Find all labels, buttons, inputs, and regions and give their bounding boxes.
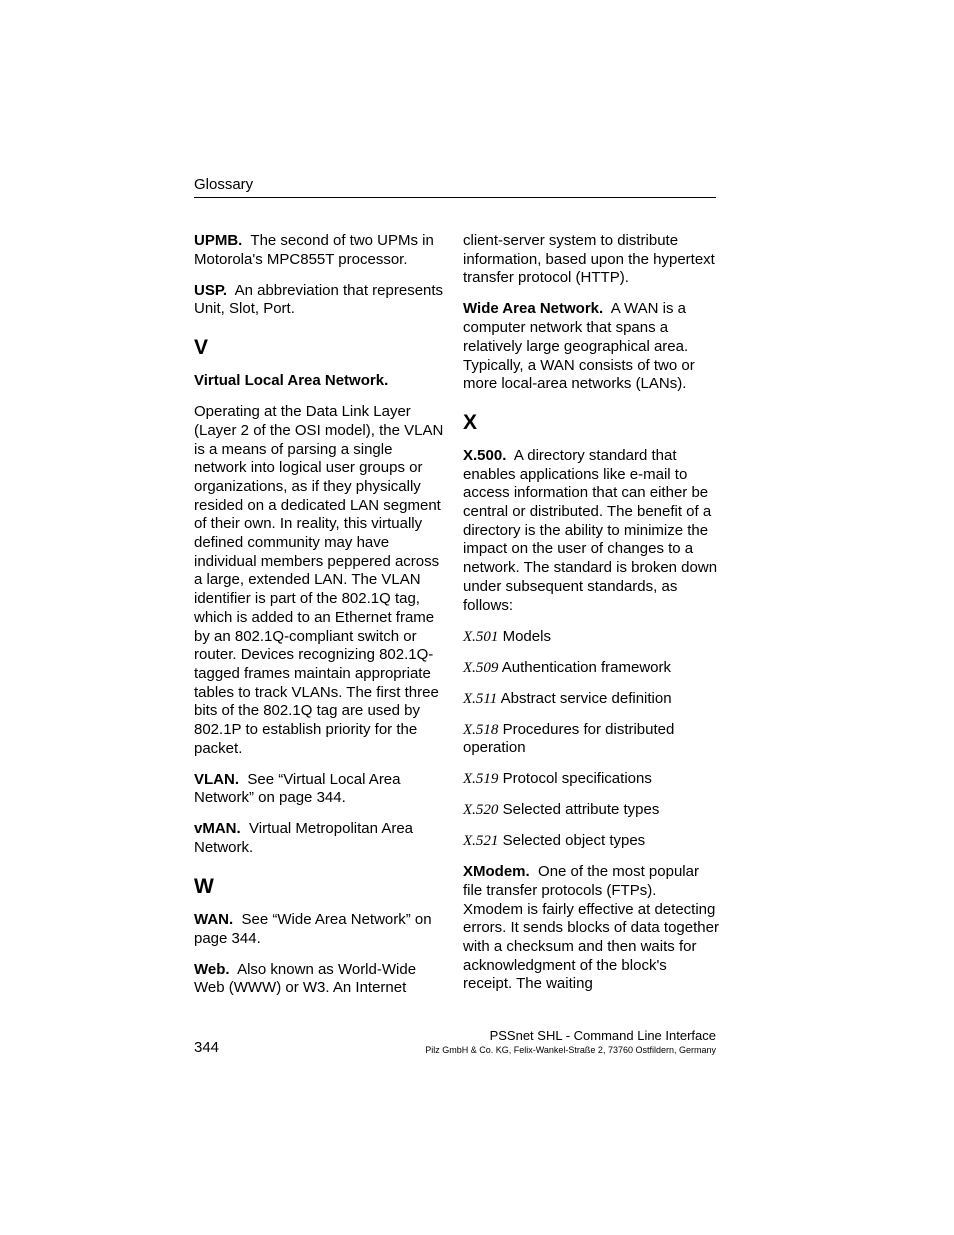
- left-column: [194, 232, 446, 1010]
- entry-term: Wide Area Network.: [463, 300, 604, 318]
- entry-definition: Also known as World-Wide Web (WWW) or W3. An Internet: [194, 960, 417, 997]
- entry-term: USP.: [194, 281, 228, 299]
- footer-company-address: Pilz GmbH & Co. KG, Felix-Wankel-Straße 2, 73760 Ostfildern, Germany: [425, 1045, 716, 1055]
- glossary-entry-vman: [194, 820, 446, 857]
- standard-description: Procedures for distributed operation: [463, 720, 675, 757]
- entry-term: X.500.: [463, 446, 507, 464]
- standard-code: X.519: [463, 771, 499, 788]
- footer-product-title: PSSnet SHL - Command Line Interface: [489, 1028, 716, 1043]
- standard-code: X.509: [463, 659, 499, 676]
- entry-definition: The second of two UPMs in Motorola's MPC855T processor.: [194, 232, 434, 268]
- standard-item: [463, 832, 719, 851]
- glossary-entry-vlan-heading: Virtual Local Area Network.: [194, 372, 389, 390]
- glossary-entry-vlan: [194, 771, 446, 808]
- section-letter-v: V: [194, 336, 209, 360]
- glossary-entry-web: [194, 961, 446, 998]
- standard-code: X.511: [463, 690, 498, 707]
- standard-item: [463, 659, 719, 678]
- glossary-entry-wide-area-network: [463, 300, 719, 394]
- page-number: 344: [194, 1039, 220, 1056]
- entry-term: UPMB.: [194, 232, 243, 249]
- entry-term: VLAN.: [194, 770, 239, 788]
- standard-item: [463, 690, 719, 709]
- section-letter-w: W: [194, 874, 214, 898]
- glossary-entry-xmodem: [463, 863, 719, 994]
- entry-definition: A WAN is a computer network that spans a relatively large geographical area. Typically, a WAN consists of two or more local-area networks (LANs).: [463, 300, 695, 393]
- glossary-entry-upmb: [194, 232, 446, 269]
- standard-code: X.501: [463, 628, 499, 645]
- right-column: [463, 232, 719, 1006]
- footer-info: [425, 1027, 716, 1056]
- entry-term: WAN.: [194, 910, 234, 928]
- entry-term: XModem.: [463, 863, 530, 881]
- header-divider: [194, 197, 716, 198]
- entry-definition: A directory standard that enables applications like e-mail to access information that can either be central or distributed. The benefit of a directory is the ability to minimize the impact on the user of changes to a network. The standard is broken down under subsequent standards, as follows:: [463, 446, 718, 614]
- standard-code: X.518: [463, 721, 499, 738]
- entry-definition: See “Virtual Local Area Network” on page 344.: [194, 770, 401, 807]
- glossary-entry-vlan-body: Operating at the Data Link Layer (Layer 2 of the OSI model), the VLAN is a means of parsing a single network into logical user groups or organizations, as if they physically resided on a dedicated LAN segment of their own. In reality, this virtually defined community may have individual members peppered across a large, extended LAN. The VLAN identifier is part of the 802.1Q tag, which is added to an Ethernet frame by an 802.1Q-compliant switch or router. Devices recognizing 802.1Q-tagged frames maintain appropriate tables to track VLANs. The first three bits of the 802.1Q tag are used by 802.1P to establish priority for the packet.: [194, 403, 444, 757]
- standard-code: X.521: [463, 833, 499, 850]
- entry-definition: See “Wide Area Network” on page 344.: [194, 910, 432, 947]
- standard-description: Abstract service definition: [500, 689, 672, 707]
- standard-item: [463, 770, 719, 789]
- section-letter-x: X: [463, 410, 478, 434]
- standard-description: Authentication framework: [501, 658, 672, 676]
- standard-description: Models: [502, 627, 551, 645]
- running-header: Glossary: [194, 176, 254, 193]
- entry-term: vMAN.: [194, 820, 241, 838]
- entry-term: Web.: [194, 960, 230, 978]
- standard-item: [463, 721, 719, 758]
- standard-description: Selected object types: [502, 832, 646, 850]
- glossary-entry-wan: [194, 911, 446, 948]
- glossary-entry-x500: [463, 447, 719, 615]
- glossary-entry-web-continued: client-server system to distribute information, based upon the hypertext transfer protocol (HTTP).: [463, 232, 715, 287]
- standard-code: X.520: [463, 802, 499, 819]
- entry-definition: One of the most popular file transfer protocols (FTPs). Xmodem is fairly effective at detecting errors. It sends blocks of data together with a checksum and then waits for acknowledgment of the block's receipt. The waiting: [463, 863, 719, 993]
- standard-description: Protocol specifications: [502, 770, 652, 788]
- entry-definition: Virtual Metropolitan Area Network.: [194, 820, 413, 857]
- standard-item: [463, 628, 719, 647]
- glossary-entry-usp: [194, 282, 446, 319]
- standard-item: [463, 801, 719, 820]
- entry-definition: An abbreviation that represents Unit, Slot, Port.: [194, 281, 444, 318]
- standard-description: Selected attribute types: [502, 801, 660, 819]
